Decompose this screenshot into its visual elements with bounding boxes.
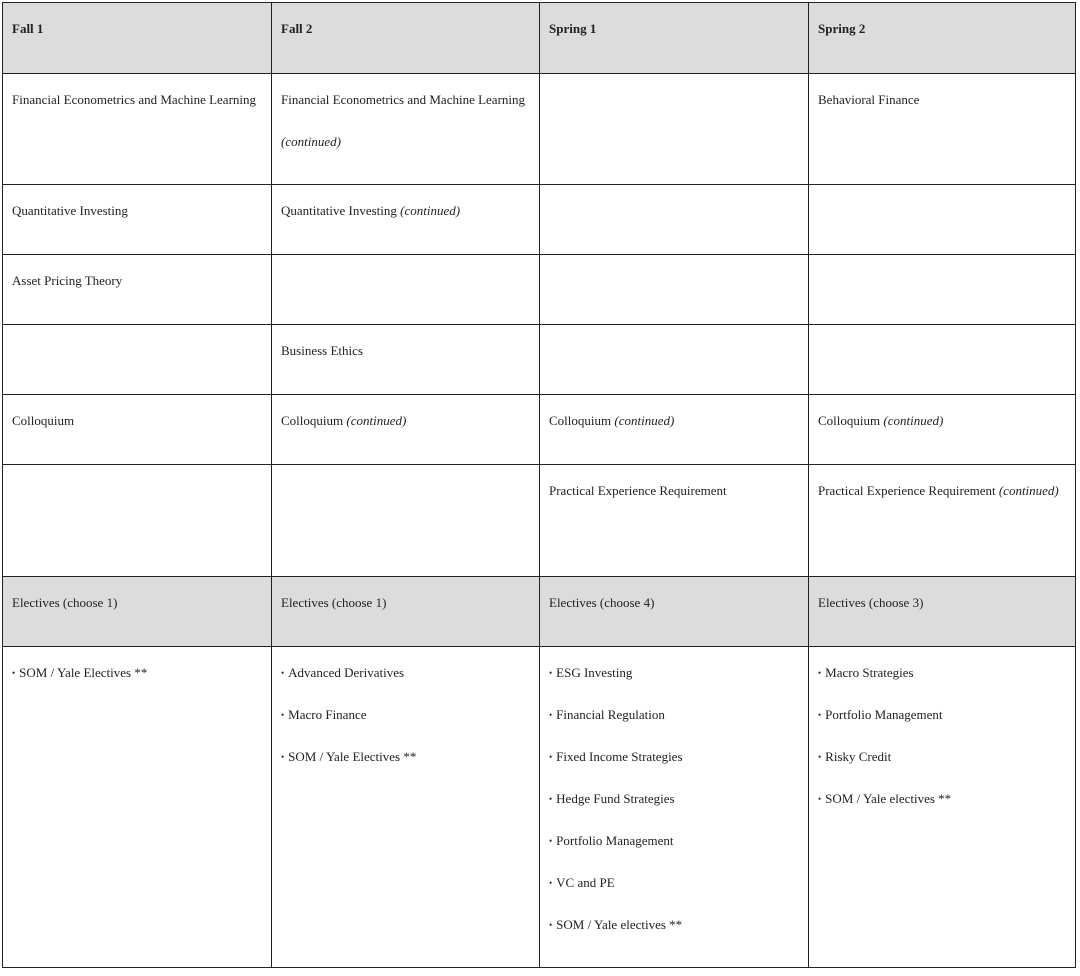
table-cell: [272, 185, 540, 255]
elective-label: SOM / Yale Electives **: [19, 665, 148, 680]
elective-label: Portfolio Management: [825, 707, 943, 722]
bullet-icon: •: [818, 668, 822, 678]
elective-label: Macro Finance: [288, 707, 367, 722]
elective-label: Hedge Fund Strategies: [556, 791, 675, 806]
table-cell: [809, 255, 1075, 325]
list-item: [12, 652, 262, 694]
electives-cell: [540, 647, 809, 967]
table-cell: [3, 255, 272, 325]
table-cell: [272, 255, 540, 325]
electives-cell: [3, 647, 272, 967]
bullet-icon: •: [549, 752, 553, 762]
course-title: Business Ethics: [281, 343, 363, 358]
bullet-icon: •: [281, 752, 285, 762]
header-row: [3, 3, 1075, 74]
elective-label: SOM / Yale Electives **: [288, 749, 417, 764]
electives-list: [281, 652, 530, 778]
curriculum-table: [2, 2, 1076, 968]
electives-header: Electives (choose 1): [272, 577, 540, 647]
table-cell: [809, 185, 1075, 255]
table-row: [3, 74, 1075, 185]
bullet-icon: •: [549, 668, 553, 678]
bullet-icon: •: [281, 668, 285, 678]
continued-note: (continued): [400, 203, 461, 218]
bullet-icon: •: [549, 710, 553, 720]
electives-header: Electives (choose 1): [3, 577, 272, 647]
table-cell: [809, 395, 1075, 465]
course-title: Practical Experience Requirement: [818, 483, 996, 498]
list-item: [549, 904, 799, 946]
elective-label: Macro Strategies: [825, 665, 914, 680]
elective-label: Portfolio Management: [556, 833, 674, 848]
table-cell: [540, 255, 809, 325]
electives-row: [3, 647, 1075, 967]
course-title: Quantitative Investing: [281, 203, 397, 218]
header-spring-1: Spring 1: [540, 3, 809, 74]
header-spring-2: Spring 2: [809, 3, 1075, 74]
electives-header-row: [3, 577, 1075, 647]
list-item: [281, 736, 530, 778]
list-item: [549, 694, 799, 736]
continued-note: (continued): [346, 413, 407, 428]
course-title: Colloquium: [818, 413, 881, 428]
bullet-icon: •: [549, 836, 553, 846]
elective-label: Advanced Derivatives: [288, 665, 405, 680]
table-cell: [3, 395, 272, 465]
electives-cell: [272, 647, 540, 967]
table-cell: [272, 465, 540, 577]
table-cell: [272, 325, 540, 395]
electives-header: Electives (choose 3): [809, 577, 1075, 647]
list-item: [549, 736, 799, 778]
table-row: [3, 185, 1075, 255]
electives-header: Electives (choose 4): [540, 577, 809, 647]
bullet-icon: •: [549, 920, 553, 930]
bullet-icon: •: [818, 752, 822, 762]
header-fall-2: Fall 2: [272, 3, 540, 74]
elective-label: Financial Regulation: [556, 707, 665, 722]
list-item: [818, 736, 1066, 778]
elective-label: SOM / Yale electives **: [556, 917, 683, 932]
table-cell: [3, 325, 272, 395]
continued-note: (continued): [281, 134, 341, 149]
list-item: [281, 694, 530, 736]
elective-label: Risky Credit: [825, 749, 892, 764]
list-item: [818, 778, 1066, 820]
electives-list: [818, 652, 1066, 820]
bullet-icon: •: [12, 668, 16, 678]
table-cell: [3, 465, 272, 577]
elective-label: SOM / Yale electives **: [825, 791, 952, 806]
table-cell: [540, 325, 809, 395]
list-item: [818, 694, 1066, 736]
continued-note: (continued): [614, 413, 675, 428]
course-title: Colloquium: [281, 413, 344, 428]
electives-list: [549, 652, 799, 946]
table-cell: [272, 74, 540, 185]
table-cell: [540, 74, 809, 185]
course-title: Financial Econometrics and Machine Learning: [281, 92, 526, 107]
course-title: Practical Experience Requirement: [549, 483, 727, 498]
bullet-icon: •: [818, 710, 822, 720]
list-item: [549, 862, 799, 904]
continued-note: (continued): [998, 483, 1059, 498]
course-title: Behavioral Finance: [818, 92, 920, 107]
table-cell: [3, 74, 272, 185]
list-item: [549, 820, 799, 862]
table-row: [3, 465, 1075, 577]
course-title: Colloquium: [549, 413, 612, 428]
elective-label: ESG Investing: [556, 665, 633, 680]
table-row: [3, 395, 1075, 465]
list-item: [818, 652, 1066, 694]
course-title: Quantitative Investing: [12, 203, 128, 218]
bullet-icon: •: [818, 794, 822, 804]
table-cell: [809, 74, 1075, 185]
elective-label: Fixed Income Strategies: [556, 749, 683, 764]
table-cell: [272, 395, 540, 465]
electives-cell: [809, 647, 1075, 967]
table-row: [3, 255, 1075, 325]
course-title: Colloquium: [12, 413, 75, 428]
course-title: Asset Pricing Theory: [12, 273, 123, 288]
header-fall-1: Fall 1: [3, 3, 272, 74]
electives-list: [12, 652, 262, 694]
table-row: [3, 325, 1075, 395]
elective-label: VC and PE: [556, 875, 615, 890]
bullet-icon: •: [549, 878, 553, 888]
table-cell: [540, 395, 809, 465]
table-cell: [540, 185, 809, 255]
bullet-icon: •: [281, 710, 285, 720]
list-item: [549, 778, 799, 820]
table-cell: [809, 325, 1075, 395]
table-cell: [809, 465, 1075, 577]
list-item: [281, 652, 530, 694]
list-item: [549, 652, 799, 694]
table-cell: [540, 465, 809, 577]
course-title: Financial Econometrics and Machine Learning: [12, 92, 257, 107]
continued-note: (continued): [883, 413, 944, 428]
table-cell: [3, 185, 272, 255]
bullet-icon: •: [549, 794, 553, 804]
